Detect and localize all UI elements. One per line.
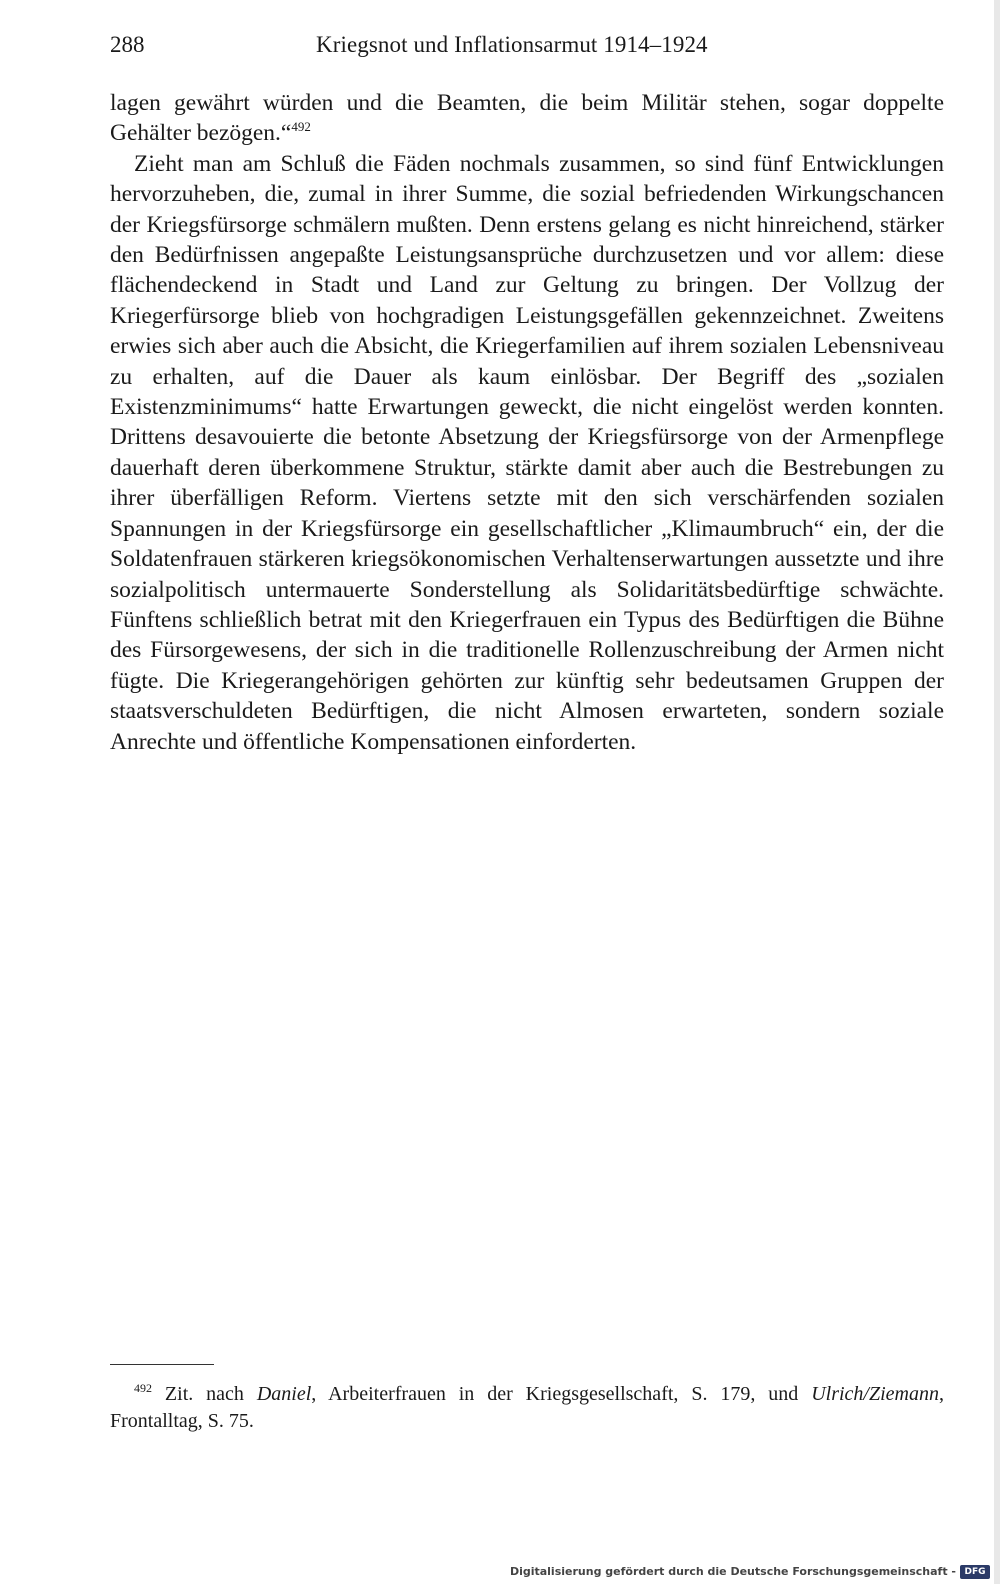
footnote-prefix: Zit. nach <box>164 1383 244 1405</box>
dfg-logo: DFG <box>960 1565 990 1579</box>
footnote-author-daniel: Daniel <box>256 1383 312 1405</box>
footnote-reference: 492 <box>291 119 311 135</box>
footnote-citation-end: , Frontalltag, S. 75. <box>110 1383 944 1432</box>
footnote-area <box>110 1381 944 1435</box>
running-title: Kriegsnot und Inflationsarmut 1914–1924 <box>316 32 708 57</box>
footnote-separator <box>110 1364 214 1365</box>
main-text <box>110 88 944 757</box>
paragraph-summary: Zieht man am Schluß die Fäden nochmals zusammen, so sind fünf Entwicklungen hervorzuheben, die, zumal in ihrer Summe, die sozial befriedenden Wirkungschancen der Kriegsfürsorge schmälern mußten. Denn erstens gelang es nicht hinreichend, stärker den Bedürfnissen angepaßte Leistungsansprüche durchzusetzen und vor allem: diese flächendeckend in Stadt und Land zur Geltung zu bringen. Der Vollzug der Kriegerfürsorge blieb von hochgradigen Leistungsgefällen gekennzeichnet. Zweitens erwies sich aber auch die Absicht, die Kriegerfamilien auf ihrem sozialen Lebensniveau zu erhalten, auf die Dauer als kaum einlösbar. Der Begriff des „sozialen Existenzminimums“ hatte Erwartungen geweckt, die nicht eingelöst werden konnten. Drittens desavouierte die betonte Absetzung der Kriegsfürsorge von der Armenpflege dauerhaft deren überkommene Struktur, stärkte damit aber auch die Bestrebungen zu ihrer überfälligen Reform. Viertens setzte mit den sich verschärfenden sozialen Spannungen in der Kriegsfürsorge ein gesellschaftlicher „Klimaumbruch“ ein, der die Soldatenfrauen stärkeren kriegsökonomischen Verhaltenserwartungen aussetzte und ihre sozialpolitisch untermauerte Sonderstellung als Solidaritätsbedürftige schwächte. Fünftens schließlich betrat mit den Kriegerfrauen ein Typus des Bedürftigen die Bühne des Fürsorgewesens, der sich in die traditionelle Rollenzuschreibung der Armen nicht fügte. Die Kriegerangehörigen gehörten zur künftig sehr bedeutsamen Gruppen der staatsverschuldeten Bedürftigen, die nicht Almosen erwarteten, sondern soziale Anrechte und öffentliche Kompensationen einforderten. <box>110 150 944 755</box>
footnote-492 <box>110 1381 944 1435</box>
footnote-number: 492 <box>134 1381 152 1395</box>
footnote-citation-middle: , Arbeiterfrauen in der Kriegsgesellschaft, S. 179, und <box>311 1383 799 1405</box>
digitization-notice: Digitalisierung gefördert durch die Deutsche Forschungsgemeinschaft - <box>509 1565 956 1578</box>
footnote-author-ulrich-ziemann: Ulrich/Ziemann <box>811 1383 939 1405</box>
running-header <box>110 28 944 62</box>
paragraph-continuation-text: lagen gewährt würden und die Beamten, die beim Militär stehen, sogar doppelte Gehälter bezögen.“ <box>110 90 944 147</box>
page-edge-shadow <box>994 0 1000 1584</box>
page-number: 288 <box>110 32 145 57</box>
paragraph-continuation <box>110 88 944 149</box>
